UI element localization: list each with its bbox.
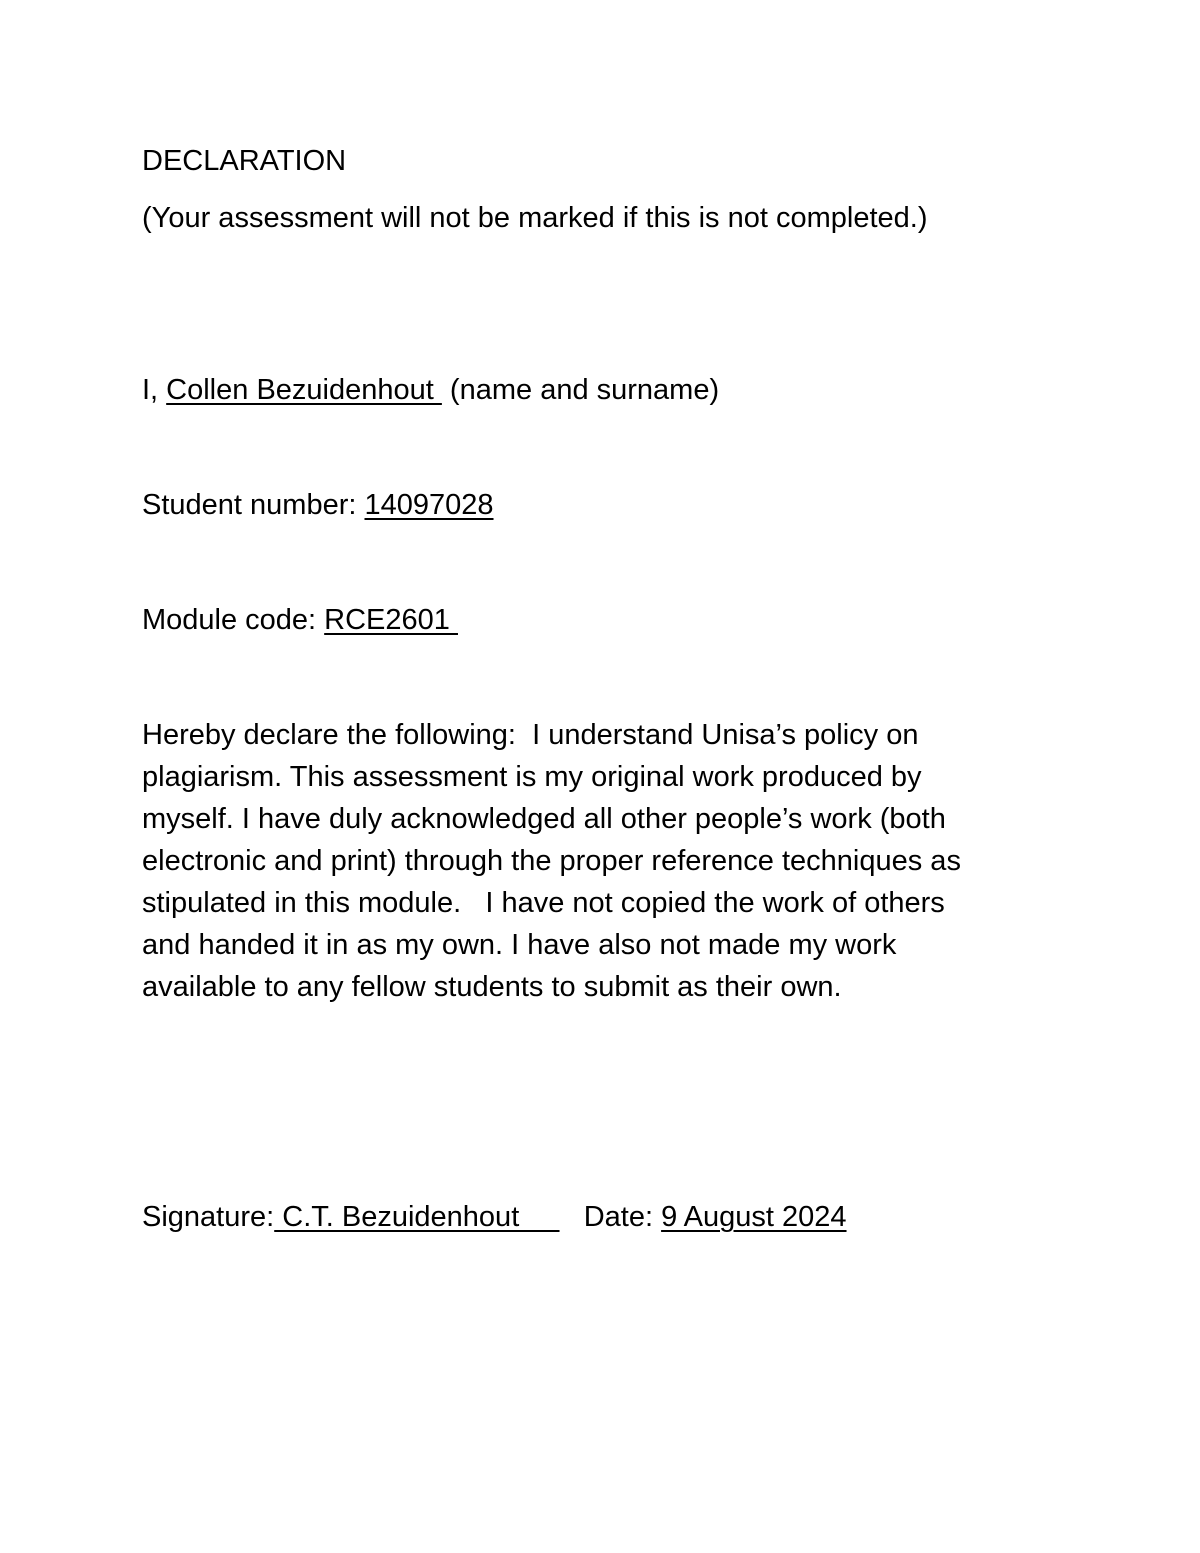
- signature-label: Signature:: [142, 1201, 275, 1233]
- student-number-value: 14097028: [364, 489, 494, 521]
- declaration-statement: [142, 714, 1042, 1008]
- statement-line: Hereby declare the following: I understand Unisa’s policy on: [142, 719, 919, 751]
- name-suffix: (name and surname): [441, 374, 720, 406]
- date-label: Date:: [559, 1201, 662, 1233]
- statement-line: stipulated in this module. I have not copied the work of others: [142, 887, 945, 919]
- statement-line: myself. I have duly acknowledged all other people’s work (both: [142, 803, 946, 835]
- name-value: Collen Bezuidenhout: [166, 374, 442, 406]
- statement-line: available to any fellow students to submit as their own.: [142, 971, 842, 1003]
- signature-date-line: [142, 1196, 847, 1238]
- module-code-value: RCE2601: [324, 604, 458, 636]
- student-number-line: [142, 484, 494, 526]
- statement-line: and handed it in as my own. I have also not made my work: [142, 929, 897, 961]
- name-line: [142, 369, 719, 411]
- student-number-label: Student number:: [142, 489, 365, 521]
- signature-value: C.T. Bezuidenhout: [274, 1201, 560, 1233]
- module-code-line: [142, 599, 458, 641]
- statement-line: electronic and print) through the proper reference techniques as: [142, 845, 961, 877]
- document-title: DECLARATION: [142, 145, 347, 177]
- statement-line: plagiarism. This assessment is my original work produced by: [142, 761, 922, 793]
- completion-notice: (Your assessment will not be marked if this is not completed.): [142, 202, 928, 234]
- module-code-label: Module code:: [142, 604, 325, 636]
- date-value: 9 August 2024: [661, 1201, 847, 1233]
- name-prefix: I,: [142, 374, 167, 406]
